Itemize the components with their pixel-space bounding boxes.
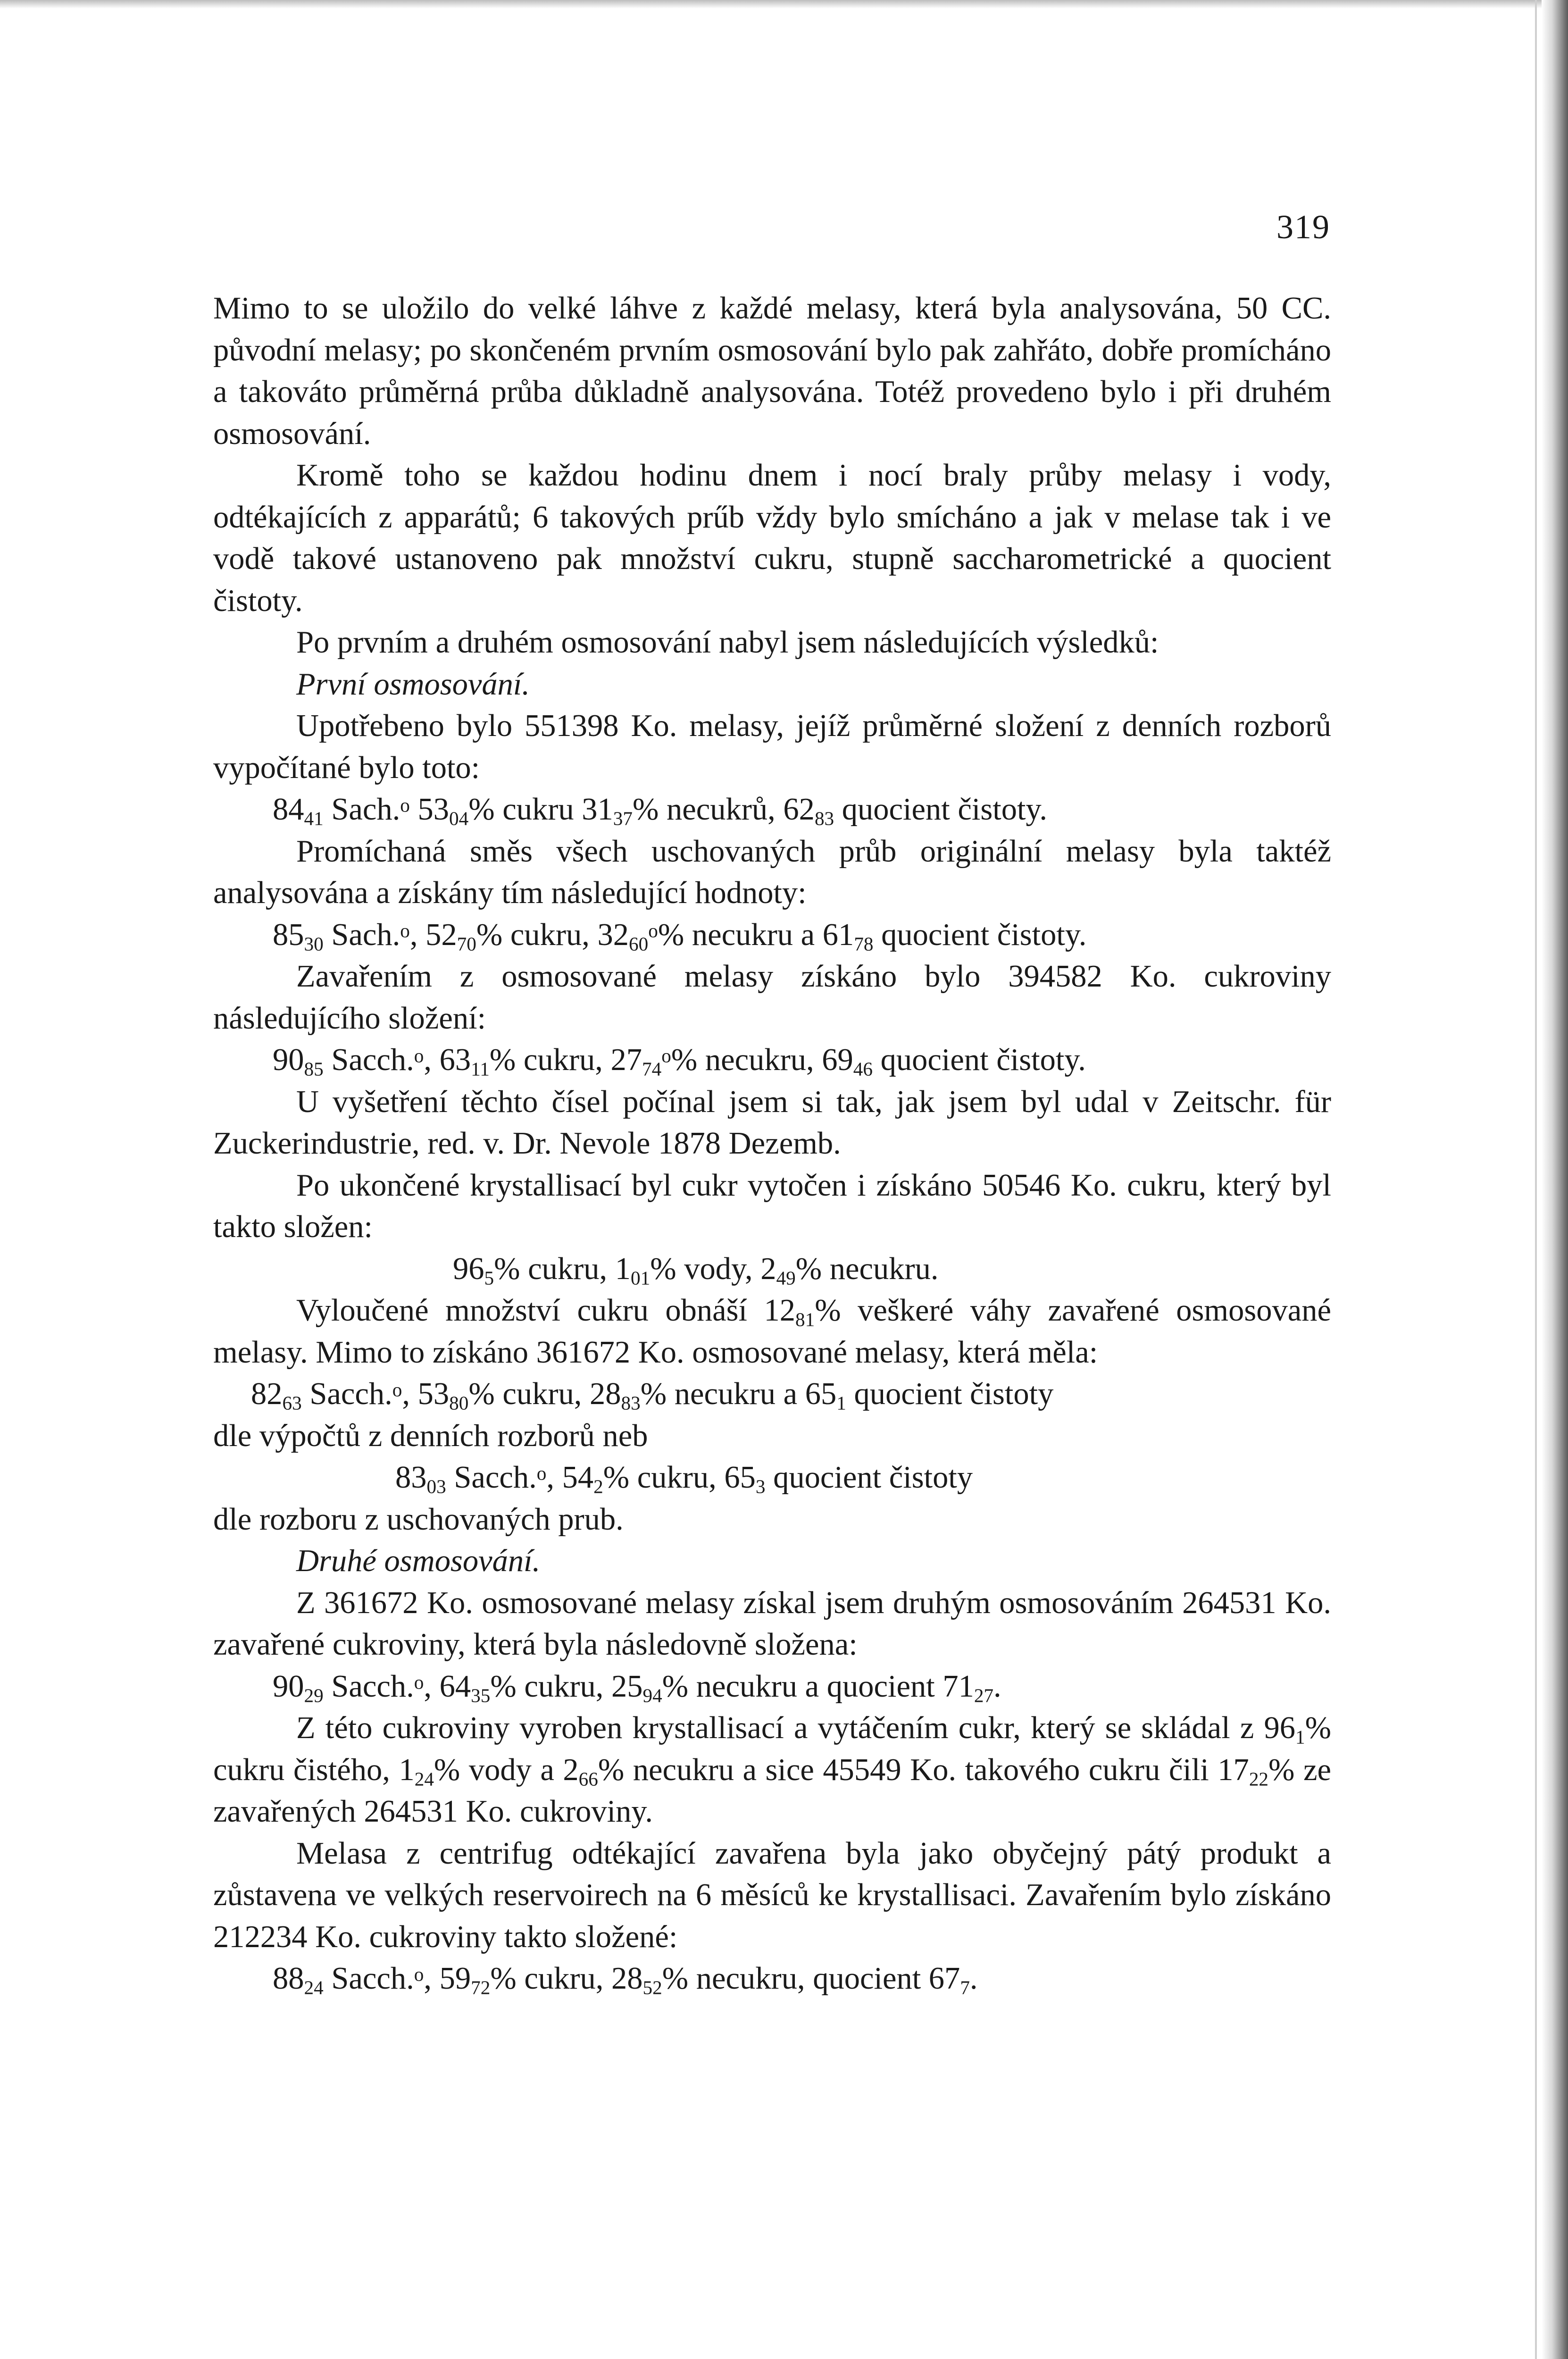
section-heading-first-osmosis <box>213 664 1331 706</box>
text-run: Po ukončené krystallisací byl cukr vytočen i získáno 50546 Ko. cukru, který byl takto složen: <box>213 1168 1331 1244</box>
text-run: Sacch. <box>323 1669 414 1704</box>
paragraph-p5 <box>213 831 1331 914</box>
paragraph-p7 <box>213 1081 1331 1165</box>
text-run: 88 <box>273 1961 304 1996</box>
text-run: % cukru, 25 <box>490 1669 643 1704</box>
subscript: 5 <box>484 1267 494 1289</box>
text-run: Z této cukroviny vyroben krystallisací a vytáčením cukr, který se skládal z 96 <box>296 1711 1295 1745</box>
formula-line-3 <box>213 1039 1331 1081</box>
text-run: Sacch. <box>301 1377 392 1411</box>
subscript: 46 <box>853 1058 873 1080</box>
text-run: % vody a 2 <box>434 1752 579 1787</box>
text-run: dle rozboru z uschovaných prub. <box>213 1502 624 1537</box>
text-run: 85 <box>273 917 304 952</box>
page-right-edge-shadow <box>1542 0 1568 2359</box>
text-run: Sach. <box>323 917 400 952</box>
superscript: o <box>661 1045 671 1067</box>
formula-line-7 <box>213 1666 1331 1708</box>
subscript: 74 <box>642 1058 662 1080</box>
text-run: % cukru čistého, 1 <box>213 1711 1331 1787</box>
paragraph-p4 <box>213 705 1331 789</box>
text-run: 53 <box>409 792 449 827</box>
text-run: Upotřebeno bylo 551398 Ko. melasy, jejíž průměrné složení z denních rozborů vypočítané bylo toto: <box>213 709 1331 785</box>
subscript: 60 <box>629 933 649 955</box>
paragraph-p11 <box>213 1499 1331 1541</box>
text-run: Po prvním a druhém osmosování nabyl jsem následujících výsledků: <box>296 625 1159 660</box>
formula-line-5 <box>213 1373 1331 1415</box>
subscript: 78 <box>854 933 874 955</box>
subscript: 37 <box>613 807 633 829</box>
text-run: % cukru, 27 <box>489 1043 642 1077</box>
section-heading-second-osmosis <box>213 1540 1331 1582</box>
subscript: 83 <box>621 1392 641 1414</box>
subscript: 22 <box>1249 1768 1269 1790</box>
text-run: . <box>993 1669 1001 1704</box>
formula-line-4 <box>213 1248 1331 1290</box>
superscript: o <box>414 1045 424 1067</box>
text-run: % cukru, 28 <box>490 1961 643 1996</box>
subscript: 35 <box>471 1684 491 1707</box>
paragraph-p1 <box>213 288 1331 455</box>
subscript: 30 <box>304 933 324 955</box>
text-run: Sacch. <box>323 1961 414 1996</box>
superscript: o <box>400 794 410 816</box>
page-number: 319 <box>1276 208 1330 246</box>
text-run: , 54 <box>546 1460 594 1495</box>
text-run: 82 <box>251 1377 283 1411</box>
formula-line-6 <box>213 1457 1331 1499</box>
text-run: , 59 <box>424 1961 471 1996</box>
paragraph-p12 <box>213 1582 1331 1666</box>
paragraph-p3 <box>213 622 1331 664</box>
text-run: % ze zavařených 264531 Ko. cukroviny. <box>213 1752 1331 1829</box>
superscript: o <box>392 1379 402 1401</box>
text-run: Mimo to se uložilo do velké láhve z každé melasy, která byla analysována, 50 CC. původní melasy; po skončeném prvním osmosování bylo pak zahřáto, dobře promícháno a takováto průměrná průba důkladně analysována. Totéž provedeno bylo i při druhém osmosování. <box>213 291 1331 451</box>
formula-line-1 <box>213 789 1331 831</box>
text-run: 90 <box>273 1669 304 1704</box>
text-run: , 63 <box>424 1043 471 1077</box>
subscript: 63 <box>282 1392 302 1414</box>
subscript: 24 <box>414 1768 434 1790</box>
text-run: Sach. <box>323 792 400 827</box>
text-run: quocient čistoty. <box>873 917 1087 952</box>
text-run: , 64 <box>424 1669 471 1704</box>
text-run: % cukru, 65 <box>603 1460 756 1495</box>
text-run: % cukru, 32 <box>476 917 629 952</box>
text-run: quocient čistoty. <box>873 1043 1086 1077</box>
subscript: 66 <box>578 1768 598 1790</box>
paragraph-p2 <box>213 455 1331 622</box>
subscript: 94 <box>642 1684 662 1707</box>
text-run: 83 <box>395 1460 427 1495</box>
text-run: Z 361672 Ko. osmosované melasy získal jsem druhým osmosováním 264531 Ko. zavařené cukroviny, která byla následovně složena: <box>213 1585 1331 1662</box>
paragraph-p13 <box>213 1707 1331 1833</box>
text-run: % necukru a 61 <box>658 917 854 952</box>
text-run: % necukru a quocient 71 <box>662 1669 974 1704</box>
text-run: % necukrů, 62 <box>632 792 815 827</box>
subscript: 03 <box>426 1475 446 1497</box>
text-run: dle výpočtů z denních rozborů neb <box>213 1418 648 1453</box>
text-run: 84 <box>273 792 304 827</box>
subscript: 70 <box>457 933 476 955</box>
subscript: 24 <box>304 1976 324 1999</box>
text-run: 90 <box>273 1043 304 1077</box>
superscript: o <box>414 1671 424 1693</box>
text-run: , 53 <box>402 1377 450 1411</box>
subscript: 04 <box>449 807 469 829</box>
text-run: % necukru a 65 <box>640 1377 837 1411</box>
text-run: Sacch. <box>323 1043 414 1077</box>
paragraph-p6 <box>213 956 1331 1039</box>
text-run: Vyloučené množství cukru obnáší 12 <box>296 1293 796 1328</box>
text-run: % cukru 31 <box>468 792 613 827</box>
subscript: 1 <box>836 1392 846 1414</box>
text-run: Kromě toho se každou hodinu dnem i nocí braly průby melasy i vody, odtékajících z apparátů; 6 takových prűb vždy bylo smícháno a jak v melase tak i ve vodě takové ustanoveno pak množství cukru, stupně saccharometrické a quocient čistoty. <box>213 458 1331 618</box>
subscript: 52 <box>642 1976 662 1999</box>
text-run: % cukru, 28 <box>468 1377 621 1411</box>
text-run: quocient čistoty. <box>834 792 1048 827</box>
paragraph-p10 <box>213 1415 1331 1457</box>
text-run: Sacch. <box>446 1460 537 1495</box>
subscript: 2 <box>593 1475 603 1497</box>
paragraph-p14 <box>213 1833 1331 1958</box>
superscript: o <box>414 1963 424 1985</box>
formula-line-2 <box>213 914 1331 956</box>
subscript: 81 <box>795 1308 815 1330</box>
text-run: quocient čistoty <box>846 1377 1054 1411</box>
text-run: , 52 <box>409 917 457 952</box>
paragraph-p8 <box>213 1165 1331 1248</box>
paragraph-p9 <box>213 1290 1331 1373</box>
text-run: 96 <box>453 1251 484 1286</box>
text-run: % cukru, 1 <box>494 1251 631 1286</box>
page-top-edge <box>0 0 1568 8</box>
text-run: % necukru, 69 <box>671 1043 853 1077</box>
subscript: 3 <box>755 1475 766 1497</box>
text-run: Druhé osmosování. <box>296 1544 541 1578</box>
subscript: 80 <box>449 1392 469 1414</box>
superscript: o <box>400 920 410 942</box>
subscript: 1 <box>1295 1726 1305 1748</box>
page-edge-line <box>1535 0 1537 2359</box>
text-run: % vody, 2 <box>650 1251 776 1286</box>
text-run: Melasa z centrifug odtékající zavařena byla jako obyčejný pátý produkt a zůstavena ve velkých reservoirech na 6 měsíců ke krystallisaci. Zavařením bylo získáno 212234 Ko. cukroviny takto složené: <box>213 1836 1331 1954</box>
superscript: o <box>536 1462 547 1484</box>
text-run: Promíchaná směs všech uschovaných průb originální melasy byla taktéž analysována a získány tím následující hodnoty: <box>213 834 1331 910</box>
subscript: 27 <box>974 1684 994 1707</box>
subscript: 7 <box>960 1976 970 1999</box>
subscript: 41 <box>304 807 324 829</box>
text-run: quocient čistoty <box>765 1460 973 1495</box>
subscript: 72 <box>471 1976 491 1999</box>
superscript: o <box>648 920 658 942</box>
formula-line-8 <box>213 1958 1331 2000</box>
subscript: 83 <box>814 807 834 829</box>
subscript: 29 <box>304 1684 324 1707</box>
subscript: 49 <box>776 1267 796 1289</box>
text-run: U vyšetření těchto čísel počínal jsem si tak, jak jsem byl udal v Zeitschr. für Zuckerindustrie, red. v. Dr. Nevole 1878 Dezemb. <box>213 1084 1331 1161</box>
text-run: % necukru, quocient 67 <box>662 1961 960 1996</box>
text-run: Zavařením z osmosované melasy získáno bylo 394582 Ko. cukroviny následujícího složení: <box>213 959 1331 1036</box>
text-run: % necukru a sice 45549 Ko. takového cukru čili 17 <box>598 1752 1249 1787</box>
subscript: 85 <box>304 1058 324 1080</box>
text-run: % veškeré váhy zavařené osmosované melasy. Mimo to získáno 361672 Ko. osmosované melasy, která měla: <box>213 1293 1331 1370</box>
text-run: % necukru. <box>795 1251 939 1286</box>
text-run: . <box>969 1961 978 1996</box>
subscript: 01 <box>631 1267 651 1289</box>
subscript: 11 <box>471 1058 490 1080</box>
page-body-text <box>213 288 1331 2000</box>
text-run: První osmosování. <box>296 667 530 702</box>
